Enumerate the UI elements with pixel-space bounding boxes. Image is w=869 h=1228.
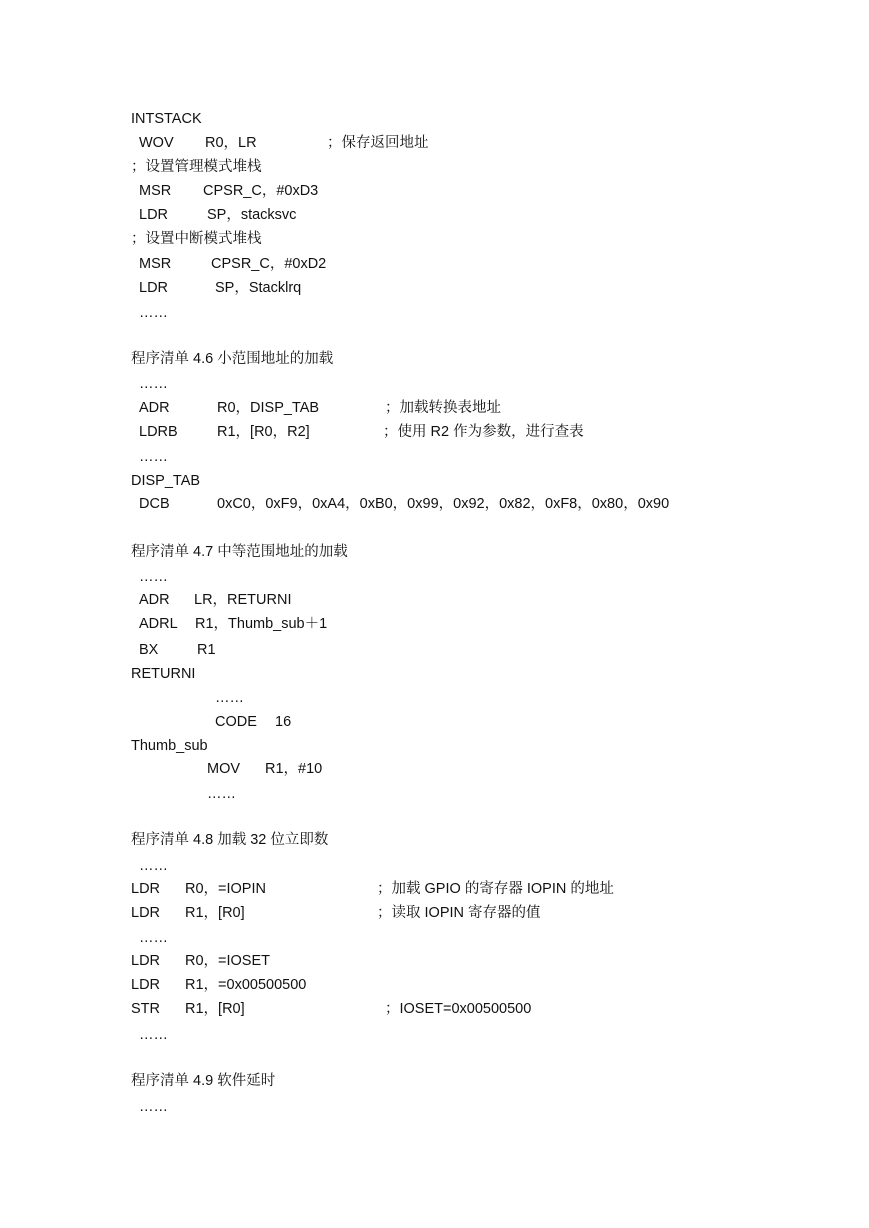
ellipsis: ……: [139, 1099, 168, 1115]
ellipsis: ……: [207, 786, 236, 802]
code-operands: R1，[R0]: [185, 905, 245, 921]
code-operands: R0，=IOSET: [185, 953, 271, 969]
code-mnemonic: DCB: [139, 496, 170, 512]
code-operands: R1，=0x00500500: [185, 977, 307, 993]
code-operands: R0，DISP_TAB: [217, 400, 320, 416]
code-comment: ；加载转换表地址: [385, 400, 501, 416]
code-comment: ；读取 IOPIN 寄存器的值: [377, 905, 541, 921]
ellipsis: ……: [139, 1027, 168, 1043]
code-mnemonic: ADRL: [139, 616, 178, 632]
code-operands: R1，[R0]: [185, 1001, 245, 1017]
ellipsis: ……: [139, 305, 168, 321]
code-mnemonic: LDR: [131, 905, 161, 921]
code-operands: R1，Thumb_sub＋1: [195, 616, 328, 632]
code-label: INTSTACK: [131, 111, 202, 127]
code-operands: SP，Stacklrq: [215, 280, 302, 296]
code-operands: SP，stacksvc: [207, 207, 297, 223]
code-mnemonic: STR: [131, 1001, 160, 1017]
listing-title: 程序清单 4.8 加载 32 位立即数: [131, 832, 329, 848]
listing-title: 程序清单 4.6 小范围地址的加载: [131, 351, 334, 367]
code-label: RETURNI: [131, 666, 196, 682]
code-mnemonic: CODE: [215, 714, 257, 730]
code-mnemonic: WOV: [139, 135, 174, 151]
code-mnemonic: MOV: [207, 761, 241, 777]
listing-title: 程序清单 4.7 中等范围地址的加载: [131, 544, 348, 560]
code-comment: ；保存返回地址: [327, 135, 429, 151]
code-mnemonic: MSR: [139, 256, 172, 272]
code-comment: ；设置管理模式堆栈: [131, 159, 262, 175]
ellipsis: ……: [215, 690, 244, 706]
ellipsis: ……: [139, 930, 168, 946]
code-mnemonic: LDR: [139, 207, 169, 223]
code-comment: ；IOSET=0x00500500: [385, 1001, 532, 1017]
code-operands: 0xC0，0xF9，0xA4，0xB0，0x99，0x92，0x82，0xF8，0x80，0x90: [217, 496, 670, 512]
code-label: Thumb_sub: [131, 738, 208, 754]
code-operands: CPSR_C，#0xD3: [203, 183, 319, 199]
code-mnemonic: ADR: [139, 400, 170, 416]
code-operands: 16: [275, 714, 292, 730]
ellipsis: ……: [139, 569, 168, 585]
code-operands: R0，LR: [205, 135, 257, 151]
code-comment: ；使用 R2 作为参数，进行查表: [383, 424, 584, 440]
ellipsis: ……: [139, 449, 168, 465]
code-operands: R1: [197, 642, 216, 658]
ellipsis: ……: [139, 376, 168, 392]
code-operands: LR，RETURNI: [194, 592, 292, 608]
code-mnemonic: ADR: [139, 592, 170, 608]
ellipsis: ……: [139, 858, 168, 874]
code-mnemonic: LDR: [131, 881, 161, 897]
code-mnemonic: MSR: [139, 183, 172, 199]
code-label: DISP_TAB: [131, 473, 201, 489]
code-mnemonic: LDR: [139, 280, 169, 296]
code-mnemonic: LDR: [131, 953, 161, 969]
code-operands: R0，=IOPIN: [185, 881, 266, 897]
code-comment: ；加载 GPIO 的寄存器 IOPIN 的地址: [377, 881, 614, 897]
code-operands: R1，[R0，R2]: [217, 424, 310, 440]
code-operands: CPSR_C，#0xD2: [211, 256, 327, 272]
code-mnemonic: BX: [139, 642, 159, 658]
code-mnemonic: LDRB: [139, 424, 178, 440]
code-mnemonic: LDR: [131, 977, 161, 993]
code-comment: ；设置中断模式堆栈: [131, 231, 262, 247]
listing-title: 程序清单 4.9 软件延时: [131, 1073, 276, 1089]
code-operands: R1，#10: [265, 761, 323, 777]
